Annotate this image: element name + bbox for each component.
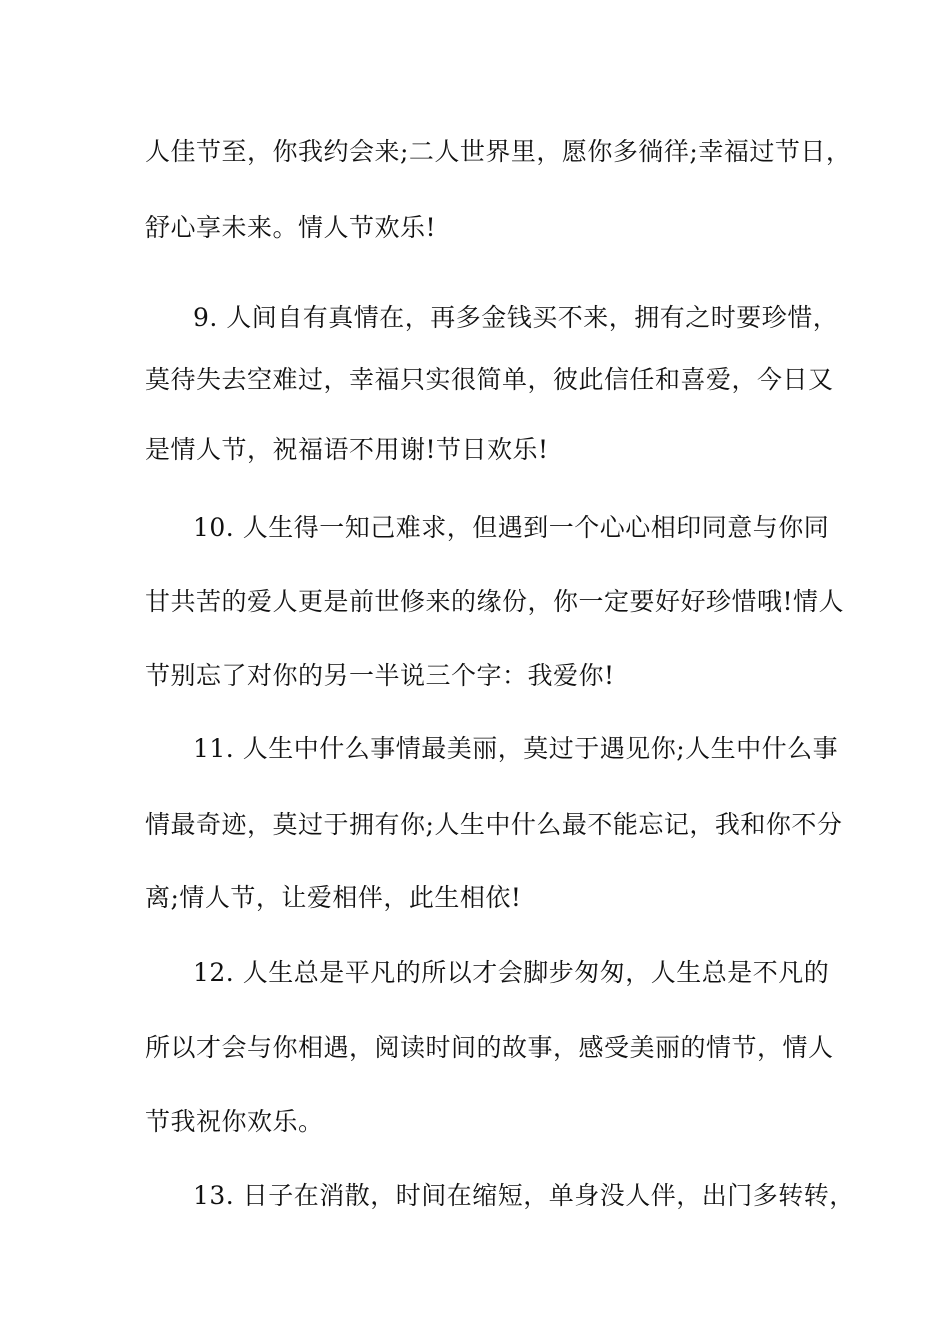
text-line: 莫待失去空难过，幸福只实很简单，彼此信任和喜爱，今日又	[145, 365, 834, 394]
text-line: 舒心享未来。情人节欢乐!	[145, 213, 437, 242]
item-13-first-line: 13. 日子在消散，时间在缩短，单身没人伴，出门多转转，	[193, 1181, 855, 1210]
text-line: 甘共苦的爱人更是前世修来的缘份，你一定要好好珍惜哦!情人	[145, 587, 845, 616]
text-line: 节别忘了对你的另一半说三个字：我爱你!	[145, 661, 615, 690]
text-line: 人佳节至，你我约会来;二人世界里，愿你多徜徉;幸福过节日，	[145, 137, 852, 166]
text-line: 是情人节，祝福语不用谢!节日欢乐!	[145, 435, 549, 464]
item-9-first-line: 9. 人间自有真情在，再多金钱买不来，拥有之时要珍惜，	[193, 303, 839, 332]
item-12-first-line: 12. 人生总是平凡的所以才会脚步匆匆，人生总是不凡的	[193, 958, 830, 987]
text-line: 情最奇迹，莫过于拥有你;人生中什么最不能忘记，我和你不分	[145, 810, 843, 839]
text-line: 节我祝你欢乐。	[145, 1107, 324, 1136]
item-10-first-line: 10. 人生得一知己难求，但遇到一个心心相印同意与你同	[193, 513, 830, 542]
text-line: 离;情人节，让爱相伴，此生相依!	[145, 883, 522, 912]
item-11-first-line: 11. 人生中什么事情最美丽，莫过于遇见你;人生中什么事	[193, 734, 839, 763]
text-line: 所以才会与你相遇，阅读时间的故事，感受美丽的情节，情人	[145, 1033, 834, 1062]
